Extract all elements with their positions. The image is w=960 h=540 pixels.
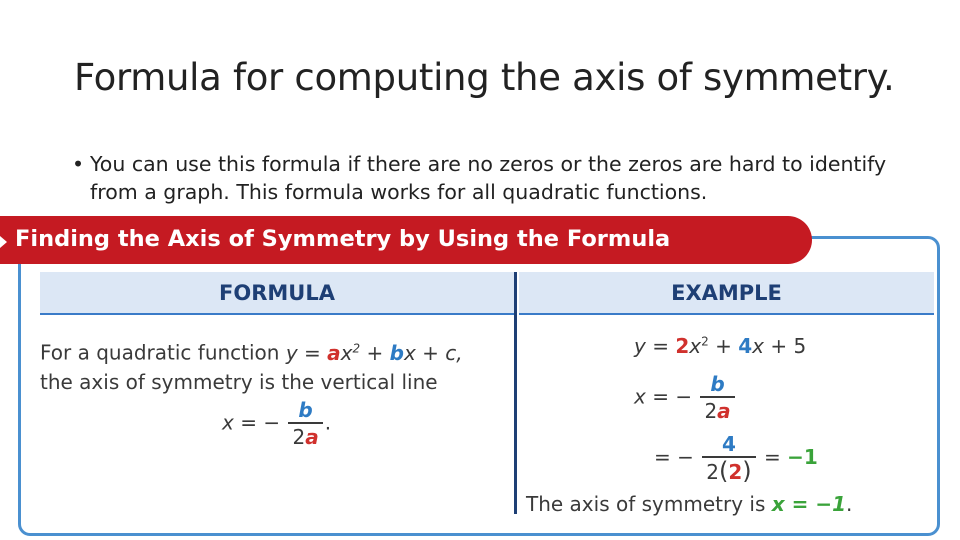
- bullet-point: [72, 150, 932, 206]
- example-header: EXAMPLE: [519, 272, 934, 315]
- banner: [0, 216, 812, 264]
- conclusion-equation: x = −1: [771, 492, 846, 516]
- formula-line-2: the axis of symmetry is the vertical line: [40, 369, 438, 394]
- banner-arrow-icon: [0, 236, 7, 248]
- formula-description: [40, 334, 510, 397]
- formula-line-1-prefix: For a quadratic function: [40, 340, 280, 365]
- axis-fraction: $\frac{b}{2a}$: [288, 398, 322, 450]
- bullet-text: You can use this formula if there are no zeros or the zeros are hard to identify from a graph. This formula works for all quadratic functions.: [90, 152, 887, 204]
- banner-title: Finding the Axis of Symmetry by Using the Formula: [15, 226, 671, 252]
- example-result: −1: [787, 445, 818, 469]
- formula-figure: [0, 212, 960, 540]
- general-form-equation: $y = ax^2$ + bx + c,: [285, 340, 463, 365]
- example-equation: $y = 2x^2 + 4x + 5$: [634, 334, 807, 358]
- formula-line-1: [40, 334, 510, 368]
- example-step-substituted: = − $\frac{4}{2(2)}$ = −1: [654, 432, 818, 485]
- bullet-dot: •: [72, 152, 85, 176]
- example-step-formula: x = − $\frac{b}{2a}$: [634, 372, 737, 424]
- column-divider: [514, 272, 517, 514]
- formula-header: FORMULA: [40, 272, 514, 315]
- slide-title: Formula for computing the axis of symmetry.: [74, 56, 895, 99]
- axis-formula: x = − $\frac{b}{2a}$ .: [222, 398, 332, 449]
- example-conclusion: The axis of symmetry is x = −1.: [526, 492, 853, 516]
